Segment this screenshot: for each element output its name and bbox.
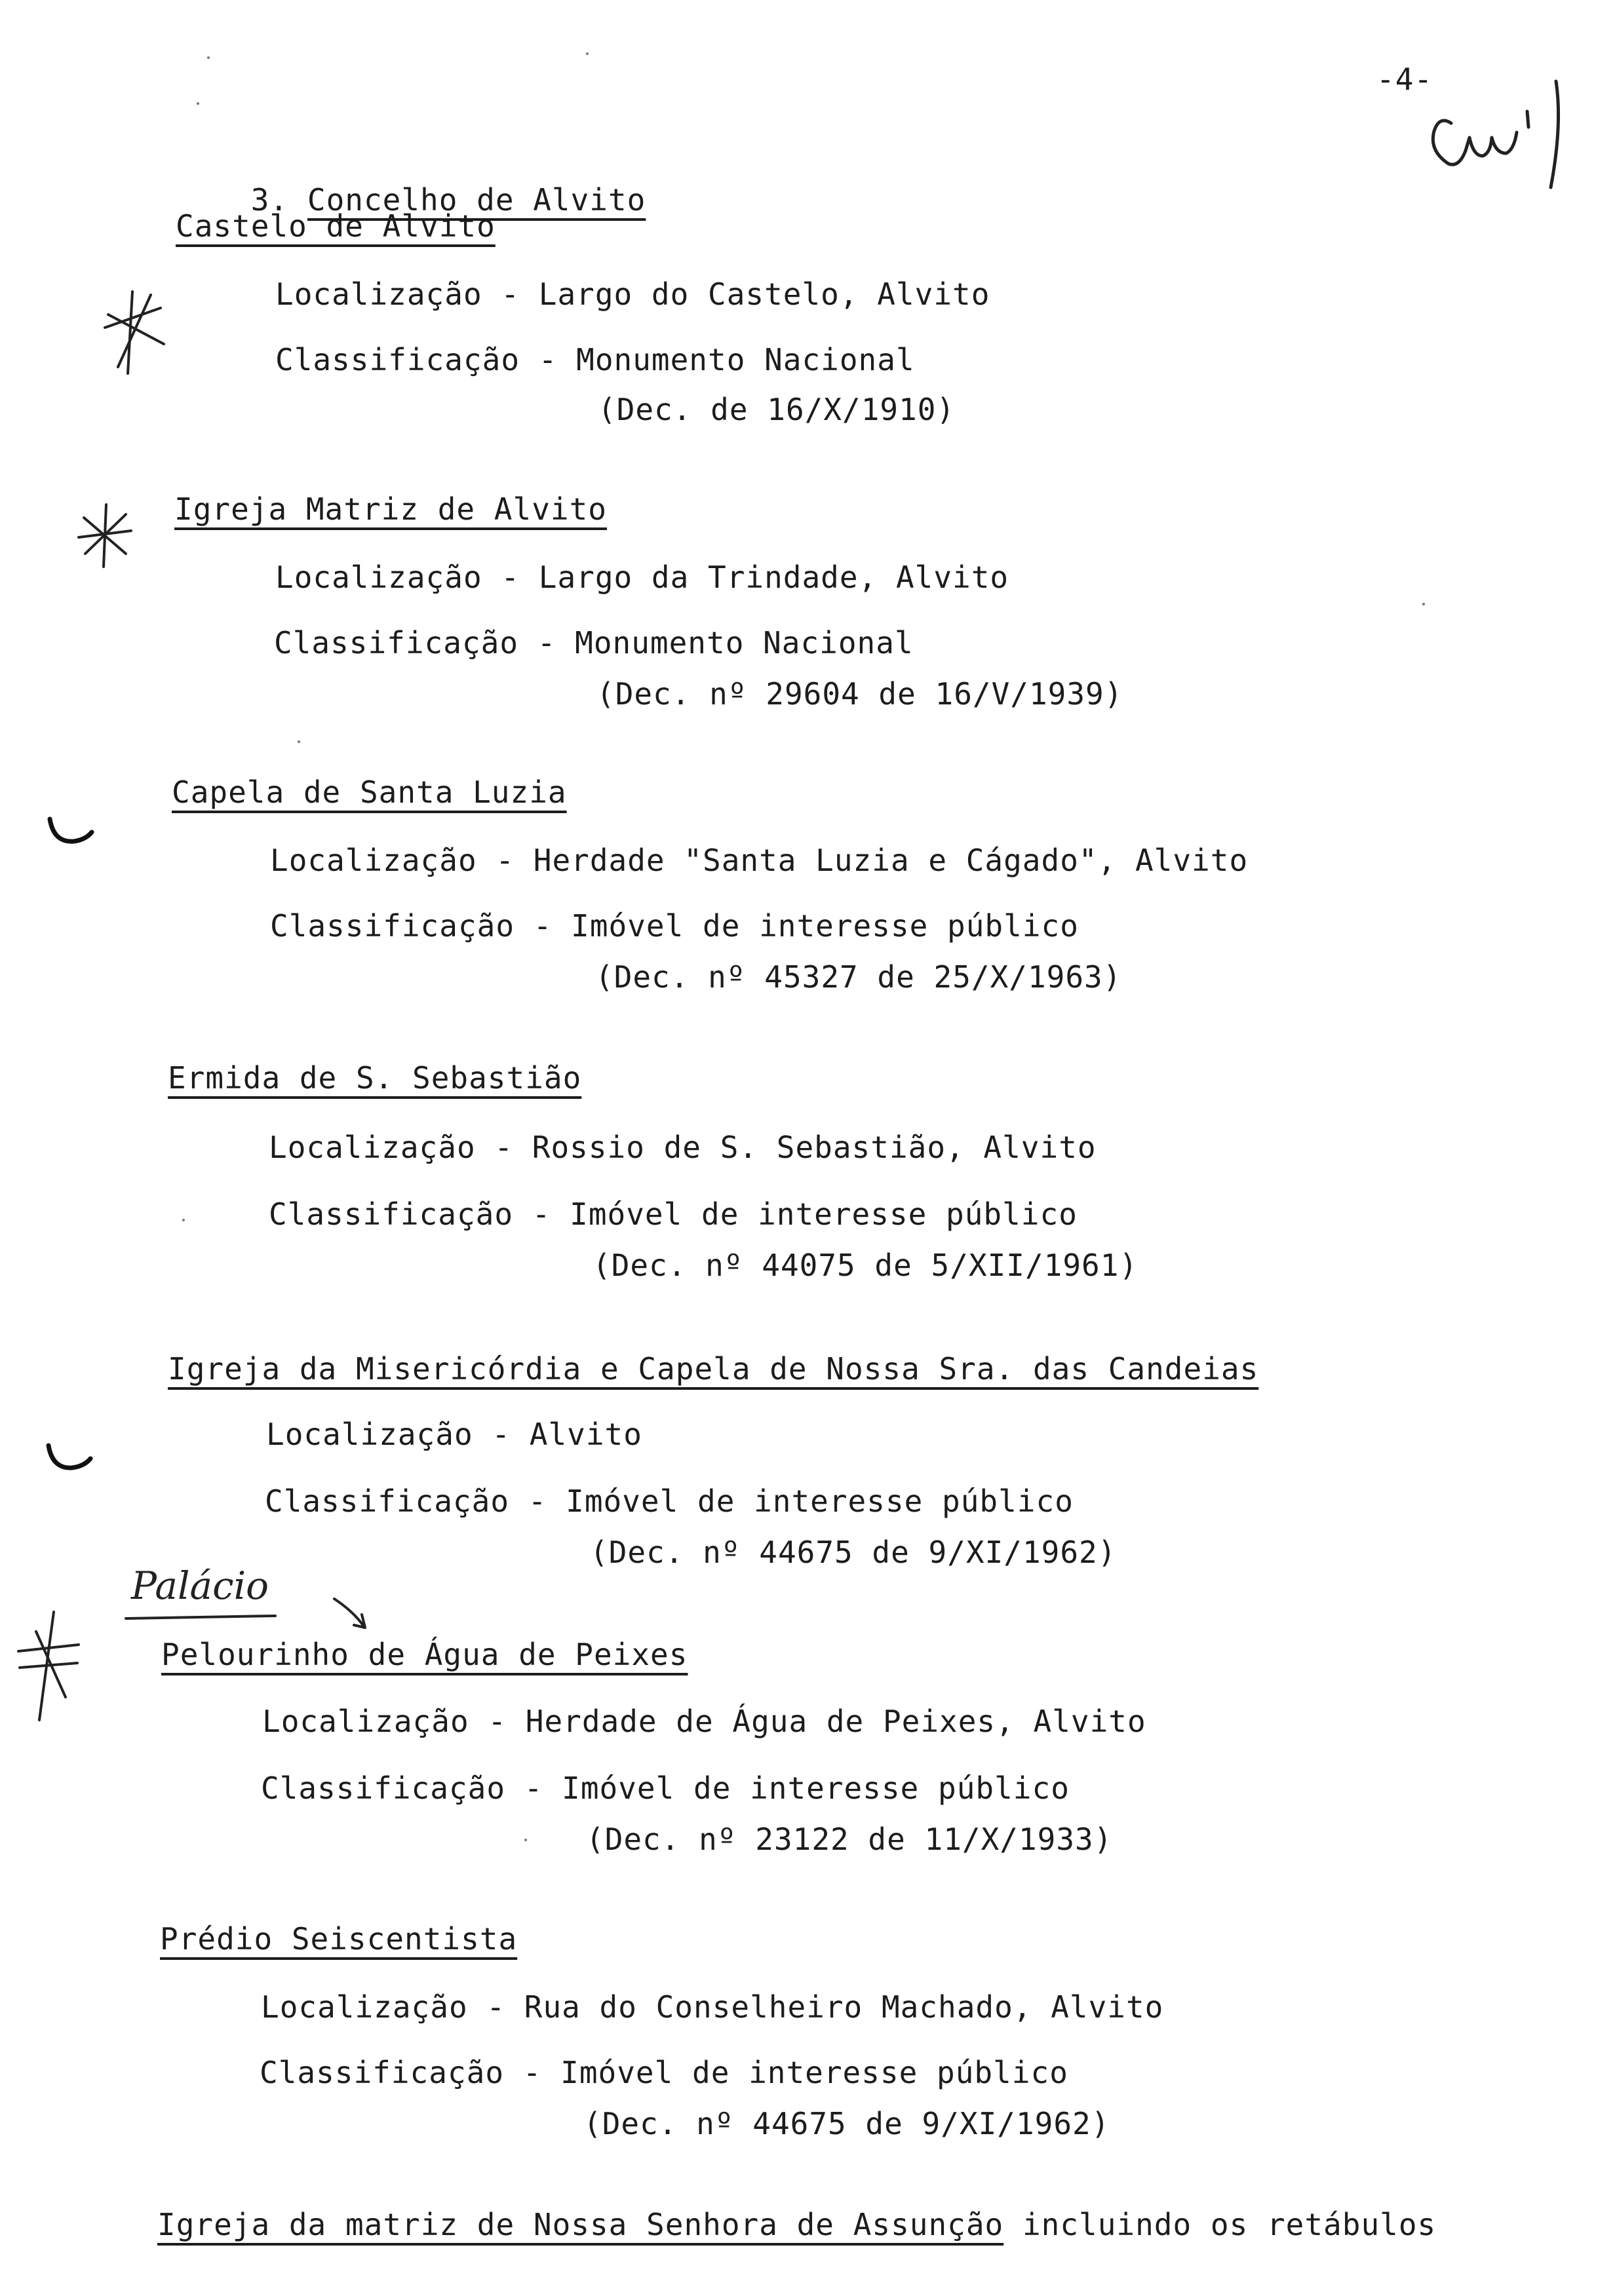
entry-classification-row xyxy=(260,2054,1068,2092)
classification-value: Imóvel de interesse público xyxy=(562,1770,1070,1806)
entry-title: Ermida de S. Sebastião xyxy=(168,1060,582,1096)
separator: - xyxy=(494,1130,514,1165)
classification-value: Imóvel de interesse público xyxy=(570,1196,1078,1232)
classification-value: Monumento Nacional xyxy=(575,625,914,660)
separator: - xyxy=(524,1770,543,1806)
location-value: Alvito xyxy=(529,1417,642,1452)
entry-decree: (Dec. nº 44675 de 9/XI/1962) xyxy=(590,1535,1117,1570)
paper-speck xyxy=(197,102,199,105)
entry-title: Castelo de Alvito xyxy=(176,208,496,244)
location-label: Localização xyxy=(266,1417,473,1452)
final-line-title: Igreja da matriz de Nossa Senhora de Assunção xyxy=(157,2207,1004,2242)
entry-location-row xyxy=(266,1415,642,1453)
check-curve-mark xyxy=(43,1439,96,1478)
entry-title: Prédio Seiscentista xyxy=(160,1921,518,1957)
classification-label: Classificação xyxy=(274,625,519,660)
separator: - xyxy=(488,1704,507,1739)
classification-label: Classificação xyxy=(260,2055,505,2090)
final-line-continuation: incluindo os retábulos xyxy=(1003,2207,1437,2242)
separator: - xyxy=(492,1417,511,1452)
separator: - xyxy=(486,1989,506,2025)
asterisk-mark xyxy=(98,282,170,380)
separator: - xyxy=(538,342,558,377)
entry-location-row xyxy=(262,1702,1146,1740)
asterisk-mark xyxy=(72,498,138,570)
paper-speck xyxy=(298,740,300,743)
entry-decree: (Dec. nº 44075 de 5/XII/1961) xyxy=(593,1248,1138,1283)
entry-classification-row xyxy=(274,624,914,662)
check-curve-mark xyxy=(45,813,97,852)
section-number: 3. xyxy=(250,182,289,218)
separator: - xyxy=(522,2055,542,2090)
location-label: Localização xyxy=(275,560,482,595)
paper-speck xyxy=(586,52,589,55)
entry-classification-row xyxy=(261,1769,1070,1807)
entry-classification-row xyxy=(269,1195,1078,1233)
classification-value: Imóvel de interesse público xyxy=(566,1483,1074,1519)
paper-speck xyxy=(182,1219,185,1221)
final-line xyxy=(157,2206,1436,2244)
location-value: Largo da Trindade, Alvito xyxy=(538,560,1009,595)
entry-location-row xyxy=(275,558,1009,596)
entry-classification-row xyxy=(265,1482,1074,1520)
location-label: Localização xyxy=(262,1704,469,1739)
location-label: Localização xyxy=(275,277,482,312)
paper-speck xyxy=(524,1839,527,1841)
classification-label: Classificação xyxy=(265,1483,510,1519)
entry-decree: (Dec. nº 45327 de 25/X/1963) xyxy=(595,959,1122,995)
entry-title: Igreja Matriz de Alvito xyxy=(174,491,607,527)
entry-decree: (Dec. nº 29604 de 16/V/1939) xyxy=(596,676,1123,712)
location-value: Largo do Castelo, Alvito xyxy=(538,277,990,312)
entry-title: Capela de Santa Luzia xyxy=(172,775,567,810)
classification-value: Imóvel de interesse público xyxy=(560,2055,1068,2090)
entry-title: Igreja da Misericórdia e Capela de Nossa Sra. das Candeias xyxy=(168,1351,1259,1387)
separator: - xyxy=(496,843,515,878)
asterisk-mark xyxy=(13,1605,85,1723)
separator: - xyxy=(501,560,520,595)
location-label: Localização xyxy=(261,1989,468,2025)
location-label: Localização xyxy=(269,1130,476,1165)
svg-text:Palácio: Palácio xyxy=(131,1563,269,1608)
handwritten-annotation xyxy=(118,1546,406,1645)
page-number: -4- xyxy=(1376,62,1433,97)
section-title: Concelho de Alvito xyxy=(307,182,646,218)
entry-classification-row xyxy=(270,907,1079,945)
classification-value: Monumento Nacional xyxy=(576,342,915,377)
entry-decree: (Dec. de 16/X/1910) xyxy=(598,392,956,427)
location-value: Herdade "Santa Luzia e Cágado", Alvito xyxy=(533,843,1249,878)
entry-location-row xyxy=(275,275,990,313)
separator: - xyxy=(537,625,556,660)
separator: - xyxy=(501,277,520,312)
entry-location-row xyxy=(261,1988,1163,2026)
entry-location-row xyxy=(270,841,1248,879)
separator: - xyxy=(532,1196,551,1232)
entry-decree: (Dec. nº 23122 de 11/X/1933) xyxy=(586,1822,1113,1857)
handwritten-initials xyxy=(1422,72,1580,210)
entry-decree: (Dec. nº 44675 de 9/XI/1962) xyxy=(583,2106,1110,2141)
location-label: Localização xyxy=(270,843,477,878)
location-value: Rua do Conselheiro Machado, Alvito xyxy=(524,1989,1164,2025)
classification-label: Classificação xyxy=(261,1770,506,1806)
paper-speck xyxy=(207,56,210,59)
classification-label: Classificação xyxy=(269,1196,514,1232)
separator: - xyxy=(533,908,553,944)
entry-location-row xyxy=(269,1128,1097,1166)
entry-classification-row xyxy=(275,341,915,379)
location-value: Rossio de S. Sebastião, Alvito xyxy=(532,1130,1097,1165)
location-value: Herdade de Água de Peixes, Alvito xyxy=(525,1704,1146,1739)
separator: - xyxy=(528,1483,547,1519)
paper-speck xyxy=(1422,603,1425,605)
entry-title: Pelourinho de Água de Peixes xyxy=(161,1637,688,1672)
classification-label: Classificação xyxy=(270,908,515,944)
classification-value: Imóvel de interesse público xyxy=(571,908,1079,944)
classification-label: Classificação xyxy=(275,342,520,377)
